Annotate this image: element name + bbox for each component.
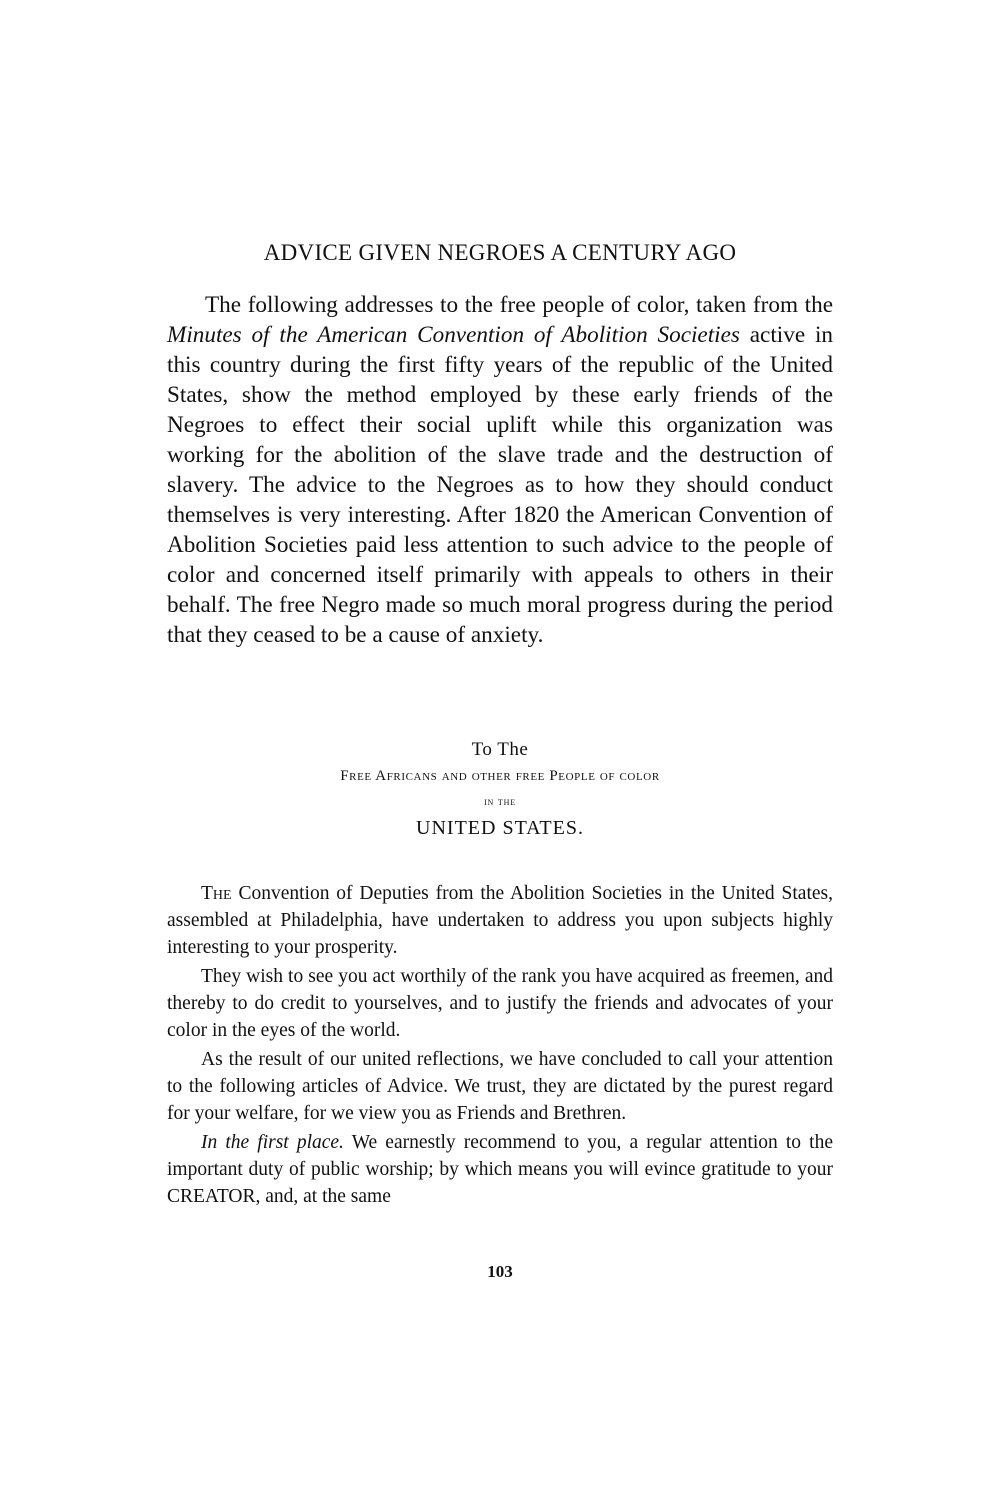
intro-text-end: active in this country during the first fifty years of the republic of the United States, show the method employed by these early friends of the Negroes to effect their social uplift while this organization was working for the abolition of the slave trade and the destruction of slavery. The advice to the Negroes as to how they should conduct themselves is very interesting. After 1820 the American Convention of Abolition Societies paid less attention to such advice to the people of color and concerned itself primarily with appeals to others in their behalf. The free Negro made so much moral progress during the period that they ceased to be a cause of anxiety. (167, 322, 833, 648)
address-paragraph (167, 880, 833, 961)
address-paragraph (167, 1129, 833, 1210)
article-title: ADVICE GIVEN NEGROES A CENTURY AGO (263, 240, 737, 265)
intro-text-start: The following addresses to the free people of color, taken from the (205, 292, 833, 318)
address-paragraph-text: Convention of Deputies from the Abolition Societies in the United States, assembled at Philadelphia, have undertaken to address you upon subjects highly interesting to your prosperity. (167, 883, 833, 958)
address-lead-word: The (201, 883, 232, 904)
heading-country-line: UNITED STATES. (416, 817, 584, 839)
address-body (167, 880, 833, 1212)
page-number: 103 (487, 1262, 513, 1281)
first-place-italic: In the first place. (201, 1132, 344, 1153)
address-paragraph: As the result of our united reflections, we have concluded to call your attention to the following articles of Advice. We trust, they are dictated by the purest regard for your welfare, for we view you as Friends and Brethren. (167, 1049, 833, 1124)
heading-in-line: in the (484, 794, 516, 808)
address-heading (167, 737, 833, 843)
intro-paragraph (167, 290, 833, 650)
heading-to-line: To The (471, 739, 529, 760)
address-paragraph-text: We earnestly recommend to you, a regular attention to the important duty of public worship; by which means you will evince gratitude to your CREATOR, and, at the same (167, 1132, 833, 1207)
address-paragraph: They wish to see you act worthily of the rank you have acquired as freemen, and thereby to do credit to yourselves, and to justify the friends and advocates of your color in the eyes of the world. (167, 966, 833, 1041)
source-title-italic: Minutes of the American Convention of Abolition Societies (167, 322, 740, 348)
heading-addressee-line: Free Africans and other free People of color (340, 768, 660, 784)
